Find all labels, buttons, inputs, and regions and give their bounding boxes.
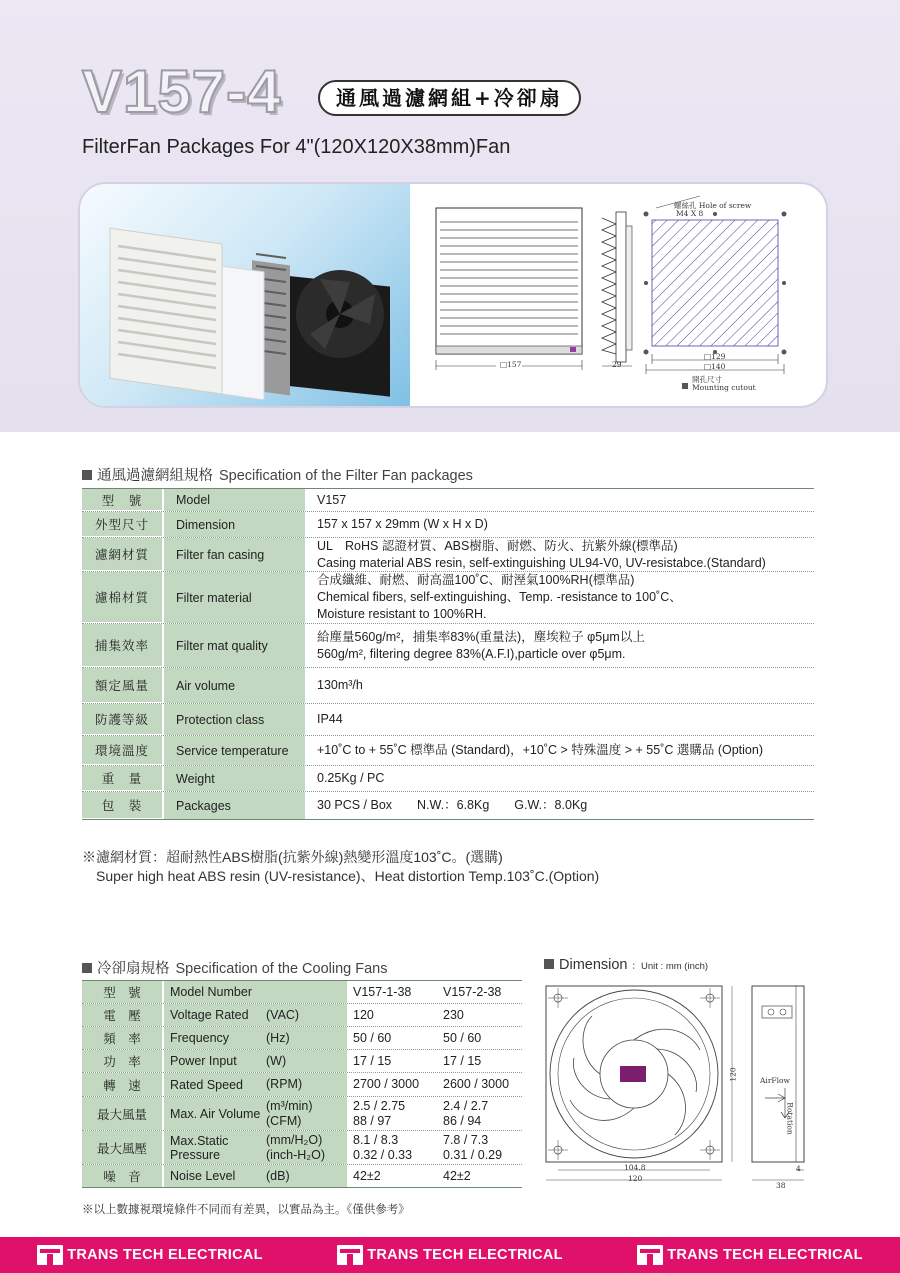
- spec-value: [305, 538, 814, 571]
- spec-label-cn: 外型尺寸: [82, 512, 162, 537]
- fan-param-name: Model Number: [170, 985, 252, 999]
- fan-front-drawing: [546, 986, 732, 1180]
- side-view-drawing: [602, 212, 632, 366]
- fan-label-en: [162, 1073, 347, 1096]
- spec-value-line: Moisture resistant to 100%RH.: [317, 607, 487, 621]
- dim-120-bottom-label: 120: [628, 1174, 643, 1183]
- dimension-title: Dimension ：Unit : mm (inch): [544, 957, 708, 973]
- spec-value-line: 0.25Kg / PC: [317, 771, 385, 785]
- fan-value-line: 8.1 / 8.3: [353, 1132, 399, 1147]
- spec-value-line: 560g/m², filtering degree 83%(A.F.I),particle over φ5μm.: [317, 646, 626, 661]
- spec-value-line: 合成纖維、耐燃、耐高溫100˚C、耐溼氣100%RH(標準品): [317, 573, 635, 587]
- fan-value-model-1: [347, 1131, 437, 1164]
- width-label: □157: [500, 360, 522, 369]
- fan-param-unit: [266, 1050, 347, 1072]
- spec-row: [82, 668, 814, 704]
- spec-label-en: Filter fan casing: [162, 538, 305, 571]
- spec-value-line: Casing material ABS resin, self-extinguishing UL94-V0, UV-resistabce.(Standard): [317, 555, 766, 570]
- fan-value-model-1: [347, 981, 437, 1003]
- fan-value-line: 0.32 / 0.33: [353, 1147, 413, 1162]
- fan-value-line: V157-1-38: [353, 984, 412, 999]
- bullet-square-icon: [82, 470, 92, 480]
- fan-unit-line: (inch-H₂O): [266, 1147, 326, 1162]
- footer-brand: TRANS TECH ELECTRICAL: [37, 1245, 263, 1265]
- spec-label-en: Weight: [162, 766, 305, 791]
- depth-label: 29: [612, 360, 622, 369]
- fan-value-model-1: [347, 1073, 437, 1096]
- fan-param-unit: [266, 1165, 347, 1187]
- fan-param-unit: [266, 1004, 347, 1026]
- fan-value-line: 2.4 / 2.7: [443, 1098, 489, 1113]
- fan-row: [82, 1131, 522, 1165]
- fan-label-en: [162, 1131, 347, 1164]
- rotation-label: Rotation: [785, 1102, 795, 1135]
- filter-note: [82, 848, 599, 886]
- fan-unit-line: (m³/min): [266, 1098, 313, 1113]
- filter-note-cn: ※濾網材質：超耐熱性ABS樹脂(抗紫外線)熱變形溫度103˚C。(選購): [82, 849, 503, 865]
- spec-label-cn: 環境溫度: [82, 736, 162, 765]
- fan-value-line: 2700 / 3000: [353, 1077, 420, 1091]
- spec-row: [82, 538, 814, 572]
- fan-label-cn: 噪 音: [82, 1165, 162, 1187]
- fan-row: [82, 1027, 522, 1050]
- fan-unit-line: (mm/H₂O): [266, 1132, 323, 1147]
- fan-label-en: [162, 1004, 347, 1026]
- spec-label-en: Service temperature: [162, 736, 305, 765]
- spec-row: [82, 488, 814, 512]
- filter-spec-table: [82, 488, 814, 820]
- spec-value: [305, 668, 814, 703]
- model-title: V157-4: [82, 58, 282, 125]
- spec-value: [305, 489, 814, 511]
- spec-value-line: V157: [317, 492, 347, 507]
- fan-value-line: 230: [443, 1007, 464, 1022]
- fan-value-model-2: [437, 1131, 522, 1164]
- dim-104-label: 104.8: [624, 1163, 646, 1172]
- spec-value-line: Chemical fibers, self-extinguishing、Temp. -resistance to 100˚C、: [317, 590, 682, 604]
- fan-value-model-2: [437, 1050, 522, 1072]
- fan-row: [82, 1004, 522, 1027]
- filter-note-en: Super high heat ABS resin (UV-resistance)、Heat distortion Temp.103˚C.(Option): [96, 868, 600, 884]
- fan-label-cn: 頻 率: [82, 1027, 162, 1049]
- brand-logo-icon: [337, 1245, 363, 1265]
- fan-unit-line: (W): [266, 1053, 287, 1068]
- cutout-129-label: □129: [704, 352, 726, 361]
- fan-label-cn: 功 率: [82, 1050, 162, 1072]
- spec-label-en: Model: [162, 489, 305, 511]
- fan-row: [82, 1050, 522, 1073]
- fan-param-unit: [266, 1027, 347, 1049]
- fan-image: [290, 270, 390, 397]
- dim-38-label: 38: [776, 1181, 786, 1190]
- fan-spec-table: [82, 980, 522, 1188]
- spec-label-cn: 包 裝: [82, 792, 162, 819]
- louvre-cover-image: [110, 228, 222, 394]
- fan-value-line: 120: [353, 1007, 374, 1022]
- spec-value-line: 給塵量560g/m²，捕集率83%(重量法)，塵埃粒子 φ5μm以上: [317, 629, 645, 644]
- spec-value: [305, 736, 814, 765]
- fan-note: ※以上數據視環境條件不同而有差異，以實品為主。《僅供參考》: [82, 1204, 410, 1216]
- fan-value-model-2: [437, 1027, 522, 1049]
- spec-value-line: 30 PCS / Box N.W.：6.8Kg G.W.：8.0Kg: [317, 798, 588, 812]
- fan-row: [82, 1073, 522, 1097]
- fan-value-model-1: [347, 1097, 437, 1130]
- filter-section-title: 通風過濾網組規格 Specification of the Filter Fan packages: [82, 464, 473, 485]
- fan-label-en: [162, 1050, 347, 1072]
- fan-value-line: 17 / 15: [443, 1053, 482, 1068]
- spec-value: [305, 766, 814, 791]
- filter-mat-image: [218, 265, 264, 399]
- front-view-drawing: [436, 208, 582, 370]
- spec-value-line: IP44: [317, 712, 343, 726]
- fan-row: [82, 1097, 522, 1131]
- fan-param-unit: [266, 1097, 347, 1130]
- spec-value: [305, 624, 814, 667]
- spec-label-en: Dimension: [162, 512, 305, 537]
- fan-value-line: 0.31 / 0.29: [443, 1147, 503, 1162]
- fan-label-en: [162, 981, 347, 1003]
- footer-brand: TRANS TECH ELECTRICAL: [337, 1245, 563, 1265]
- fan-label-cn: 最大風量: [82, 1097, 162, 1130]
- spec-row: [82, 766, 814, 792]
- fan-label-en: [162, 1165, 347, 1187]
- spec-label-cn: 濾棉材質: [82, 572, 162, 623]
- fan-value-line: 88 / 97: [353, 1113, 392, 1128]
- fan-value-line: 50 / 60: [443, 1030, 482, 1045]
- spec-label-cn: 型 號: [82, 489, 162, 511]
- fan-param-unit: [266, 981, 347, 1003]
- fan-value-line: 50 / 60: [353, 1030, 392, 1045]
- spec-row: [82, 736, 814, 766]
- footer-brand: TRANS TECH ELECTRICAL: [637, 1245, 863, 1265]
- spec-row: [82, 624, 814, 668]
- spec-label-en: Protection class: [162, 704, 305, 735]
- brand-logo-icon: [637, 1245, 663, 1265]
- fan-dimension-drawing: [540, 980, 830, 1190]
- spec-value: [305, 704, 814, 735]
- spec-label-en: Filter mat quality: [162, 624, 305, 667]
- spec-label-en: Packages: [162, 792, 305, 819]
- footer-bar: [0, 1237, 900, 1273]
- fan-param-name: Rated Speed: [170, 1077, 243, 1092]
- spec-row: [82, 572, 814, 624]
- spec-value-line: 157 x 157 x 29mm (W x H x D): [317, 517, 488, 531]
- fan-value-line: 42±2: [353, 1168, 381, 1183]
- spec-label-cn: 濾網材質: [82, 538, 162, 571]
- product-panel: [78, 182, 828, 408]
- fan-param-unit: [266, 1131, 347, 1164]
- fan-param-name: Max. Air Volume: [170, 1106, 261, 1121]
- fan-unit-line: (dB): [266, 1168, 290, 1183]
- fan-value-line: 7.8 / 7.3: [443, 1132, 489, 1147]
- brand-logo-icon: [37, 1245, 63, 1265]
- fan-label-cn: 型 號: [82, 981, 162, 1003]
- spec-value: [305, 572, 814, 623]
- fan-value-model-2: [437, 1004, 522, 1026]
- fan-value-line: 42±2: [443, 1168, 471, 1183]
- fan-row: [82, 1165, 522, 1188]
- dim-4-label: 4: [796, 1164, 801, 1173]
- fan-value-model-1: [347, 1004, 437, 1026]
- spec-value-line: +10˚C to + 55˚C 標準品 (Standard)，+10˚C > 特殊溫度 > + 55˚C 選購品 (Option): [317, 743, 763, 757]
- fan-param-name: Power Input: [170, 1054, 237, 1068]
- cutout-en-label: Mounting cutout: [692, 383, 756, 392]
- fan-value-model-2: [437, 1097, 522, 1130]
- fan-value-line: 2600 / 3000: [443, 1077, 510, 1091]
- technical-drawing: [420, 184, 828, 408]
- spec-row: [82, 792, 814, 820]
- fan-value-line: 2.5 / 2.75: [353, 1098, 406, 1113]
- fan-label-cn: 最大風壓: [82, 1131, 162, 1164]
- fan-value-model-1: [347, 1027, 437, 1049]
- fan-section-title: 冷卻扇規格 Specification of the Cooling Fans: [82, 957, 388, 978]
- fan-param-name: Max.Static Pressure: [170, 1133, 229, 1162]
- page-subtitle: FilterFan Packages For 4"(120X120X38mm)Fan: [82, 136, 511, 158]
- fan-value-model-2: [437, 1073, 522, 1096]
- fan-value-line: 17 / 15: [353, 1053, 392, 1068]
- screw-spec-label: M4 X 8: [676, 209, 704, 218]
- fan-unit-line: (Hz): [266, 1030, 290, 1045]
- fan-unit-line: (RPM): [266, 1077, 303, 1091]
- spec-value-line: 130m³/h: [317, 678, 363, 692]
- fan-label-cn: 轉 速: [82, 1073, 162, 1096]
- fan-value-model-2: [437, 981, 522, 1003]
- fan-param-unit: [266, 1073, 347, 1096]
- product-photo: [80, 184, 410, 408]
- fan-value-line: 86 / 94: [443, 1113, 482, 1128]
- fan-value-model-1: [347, 1050, 437, 1072]
- fan-value-line: V157-2-38: [443, 984, 502, 999]
- fan-unit-line: (VAC): [266, 1007, 300, 1022]
- spec-value: [305, 512, 814, 537]
- spec-label-cn: 重 量: [82, 766, 162, 791]
- spec-label-en: Filter material: [162, 572, 305, 623]
- screw-hole-label: 螺絲孔 Hole of screw: [674, 201, 752, 210]
- fan-param-name: Noise Level: [170, 1169, 236, 1183]
- fan-value-model-2: [437, 1165, 522, 1187]
- bullet-square-icon: [544, 959, 554, 969]
- spec-label-cn: 防護等級: [82, 704, 162, 735]
- fan-label-en: [162, 1027, 347, 1049]
- brand-logo-icon: [620, 1066, 646, 1082]
- spec-row: [82, 512, 814, 538]
- chinese-title-pill: 通風過濾網組+冷卻扇: [318, 80, 581, 116]
- fan-param-name: Voltage Rated: [170, 1008, 249, 1022]
- bullet-square-icon: [82, 963, 92, 973]
- fan-label-cn: 電 壓: [82, 1004, 162, 1026]
- airflow-label: AirFlow: [760, 1076, 790, 1085]
- spec-row: [82, 704, 814, 736]
- spec-label-cn: 額定風量: [82, 668, 162, 703]
- fan-label-en: [162, 1097, 347, 1130]
- dim-120-side-label: 120: [728, 1067, 738, 1082]
- spec-label-en: Air volume: [162, 668, 305, 703]
- cutout-140-label: □140: [704, 362, 726, 371]
- spec-value-line: UL RoHS 認證材質、ABS樹脂、耐燃、防火、抗紫外線(標準品): [317, 538, 678, 553]
- spec-label-cn: 捕集效率: [82, 624, 162, 667]
- cutout-cn-label: 開孔尺寸: [692, 375, 722, 384]
- fan-unit-line: (CFM): [266, 1113, 302, 1128]
- fan-row: [82, 980, 522, 1004]
- fan-param-name: Frequency: [170, 1031, 230, 1045]
- spec-value: [305, 792, 814, 819]
- fan-value-model-1: [347, 1165, 437, 1187]
